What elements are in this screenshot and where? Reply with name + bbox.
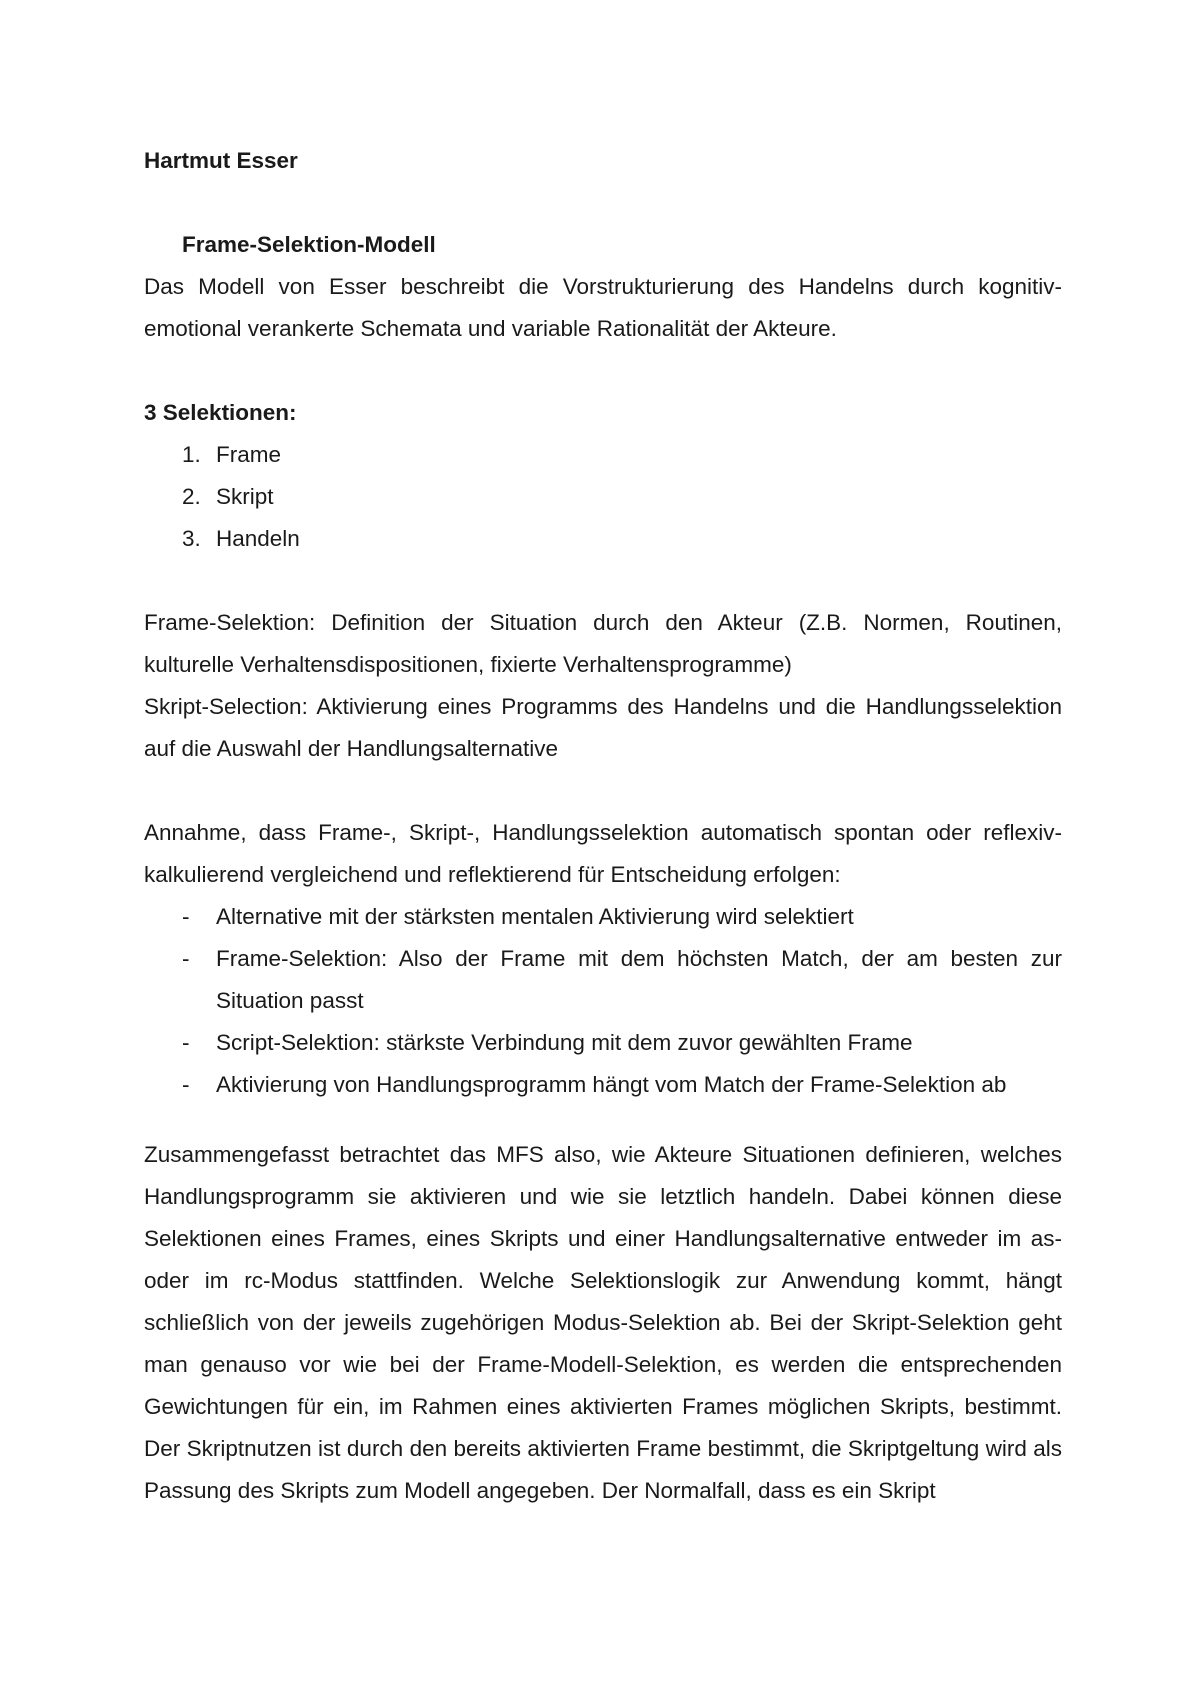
list-item-label: Frame bbox=[216, 442, 282, 467]
list-number: 1. bbox=[182, 442, 201, 467]
list-item bbox=[144, 518, 1062, 560]
skript-selection-paragraph: Skript-Selection: Aktivierung eines Programms des Handelns und die Handlungsselektion auf die Auswahl der Handlungsalternative bbox=[144, 694, 1062, 761]
intro-paragraph: Das Modell von Esser beschreibt die Vorstrukturierung des Handelns durch kognitiv-emotional verankerte Schemata und variable Rationalität der Akteure. bbox=[144, 274, 1062, 341]
spacer bbox=[144, 350, 1062, 392]
list-item bbox=[144, 1022, 1062, 1064]
list-item bbox=[144, 434, 1062, 476]
section-title: Frame-Selektion-Modell bbox=[182, 232, 436, 257]
spacer bbox=[144, 1106, 1062, 1134]
list-item-label: Handeln bbox=[216, 526, 300, 551]
spacer bbox=[144, 770, 1062, 812]
selections-heading: 3 Selektionen: bbox=[144, 400, 297, 425]
dash-bullet: - bbox=[182, 1030, 190, 1055]
dash-bullet: - bbox=[182, 946, 190, 971]
author-name: Hartmut Esser bbox=[144, 148, 298, 173]
list-item bbox=[144, 476, 1062, 518]
list-number: 3. bbox=[182, 526, 201, 551]
list-item bbox=[144, 1064, 1062, 1106]
spacer bbox=[144, 560, 1062, 602]
list-item bbox=[144, 896, 1062, 938]
list-item-text: Aktivierung von Handlungsprogramm hängt vom Match der Frame-Selektion ab bbox=[216, 1072, 1007, 1097]
dash-bullet: - bbox=[182, 1072, 190, 1097]
summary-paragraph: Zusammengefasst betrachtet das MFS also, wie Akteure Situationen definieren, welches Handlungsprogramm sie aktivieren und wie sie letztlich handeln. Dabei können diese Selektionen eines Frames, eines Skripts und einer Handlungsalternative entweder im as- oder im rc-Modus stattfinden. Welche Selektionslogik zur Anwendung kommt, hängt schließlich von der jeweils zugehörigen Modus-Selektion ab. Bei der Skript-Selektion geht man genauso vor wie bei der Frame-Modell-Selektion, es werden die entsprechenden Gewichtungen für ein, im Rahmen eines aktivierten Frames möglichen Skripts, bestimmt. Der Skriptnutzen ist durch den bereits aktivierten Frame bestimmt, die Skriptgeltung wird als Passung des Skripts zum Modell angegeben. Der Normalfall, dass es ein Skript bbox=[144, 1142, 1062, 1503]
frame-selection-paragraph: Frame-Selektion: Definition der Situation durch den Akteur (Z.B. Normen, Routinen, kulturelle Verhaltensdispositionen, fixierte Verhaltensprogramme) bbox=[144, 610, 1062, 677]
dash-bullet: - bbox=[182, 904, 190, 929]
list-item bbox=[144, 938, 1062, 1022]
assumption-list bbox=[144, 896, 1062, 1106]
list-item-text: Script-Selektion: stärkste Verbindung mit dem zuvor gewählten Frame bbox=[216, 1030, 913, 1055]
list-item-label: Skript bbox=[216, 484, 274, 509]
list-number: 2. bbox=[182, 484, 201, 509]
list-item-text: Alternative mit der stärksten mentalen Aktivierung wird selektiert bbox=[216, 904, 854, 929]
assumption-paragraph: Annahme, dass Frame-, Skript-, Handlungsselektion automatisch spontan oder reflexiv-kalkulierend vergleichend und reflektierend für Entscheidung erfolgen: bbox=[144, 820, 1062, 887]
list-item-text: Frame-Selektion: Also der Frame mit dem höchsten Match, der am besten zur Situation passt bbox=[216, 946, 1062, 1013]
document-page bbox=[144, 140, 1062, 1512]
selections-list bbox=[144, 434, 1062, 560]
